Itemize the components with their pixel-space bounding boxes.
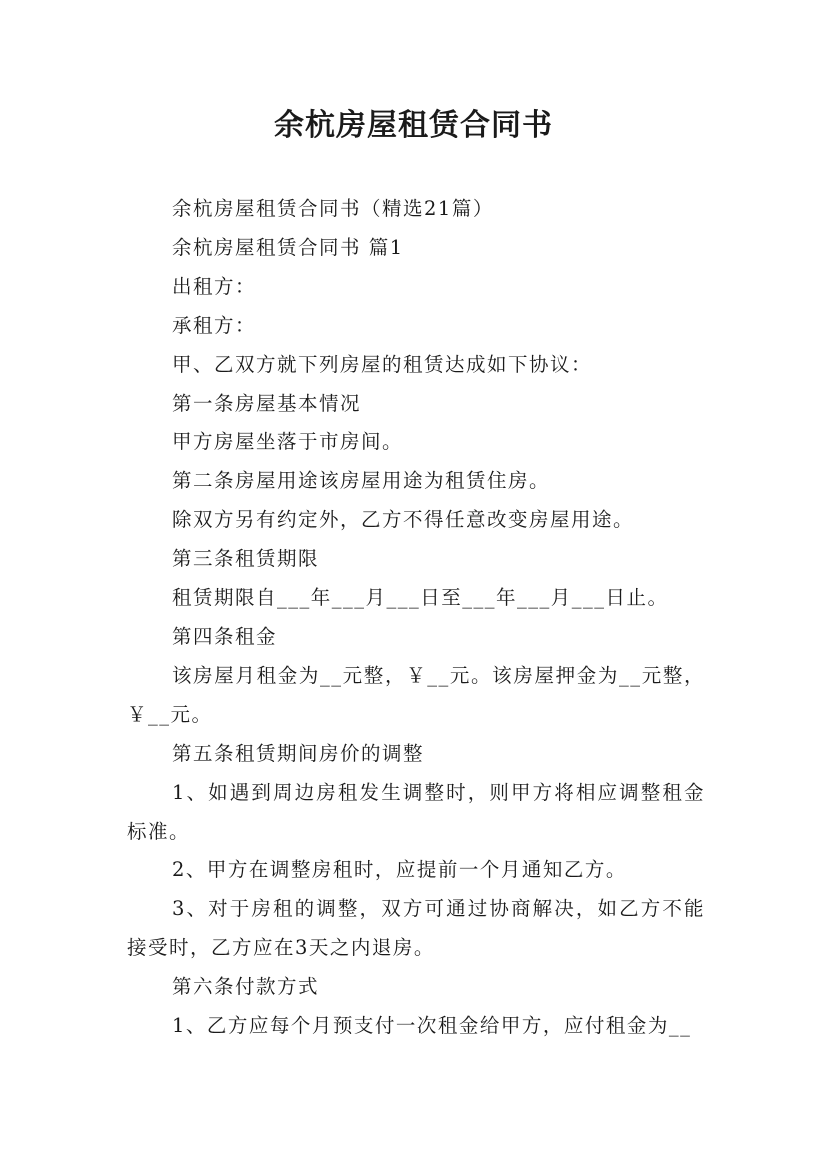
paragraph-article-6: 第六条付款方式 (172, 975, 320, 999)
paragraph-article-3: 第三条租赁期限 (172, 547, 320, 571)
document-title: 余杭房屋租赁合同书 (274, 108, 553, 143)
document-body (127, 190, 705, 1046)
paragraph-payment-1: 1、乙方应每个月预支付一次租金给甲方，应付租金为__ (172, 1014, 692, 1038)
paragraph-location: 甲方房屋坐落于市房间。 (172, 430, 404, 454)
paragraph-rent-amount: 该房屋月租金为__元整，￥__元。该房屋押金为__元整，￥__元。 (127, 663, 705, 726)
paragraph-adjustment-3: 3、对于房租的调整，双方可通过协商解决，如乙方不能接受时，乙方应在3天之内退房。 (127, 897, 705, 960)
paragraph-article-2: 第二条房屋用途该房屋用途为租赁住房。 (172, 469, 551, 493)
paragraph-usage-restriction: 除双方另有约定外，乙方不得任意改变房屋用途。 (172, 508, 635, 532)
paragraph-lessee: 承租方： (172, 313, 257, 337)
paragraph-lease-term: 租赁期限自___年___月___日至___年___月___日止。 (172, 586, 669, 610)
paragraph-section-heading: 余杭房屋租赁合同书 篇1 (172, 235, 404, 259)
paragraph-lessor: 出租方： (172, 274, 257, 298)
paragraph-subtitle: 余杭房屋租赁合同书（精选21篇） (172, 197, 494, 220)
paragraph-adjustment-2: 2、甲方在调整房租时，应提前一个月通知乙方。 (172, 858, 627, 882)
paragraph-article-5: 第五条租赁期间房价的调整 (172, 741, 425, 765)
paragraph-agreement-intro: 甲、乙双方就下列房屋的租赁达成如下协议： (172, 352, 593, 376)
paragraph-adjustment-1: 1、如遇到周边房租发生调整时，则甲方将相应调整租金标准。 (127, 780, 705, 843)
paragraph-article-1: 第一条房屋基本情况 (172, 391, 362, 415)
paragraph-article-4: 第四条租金 (172, 624, 278, 648)
